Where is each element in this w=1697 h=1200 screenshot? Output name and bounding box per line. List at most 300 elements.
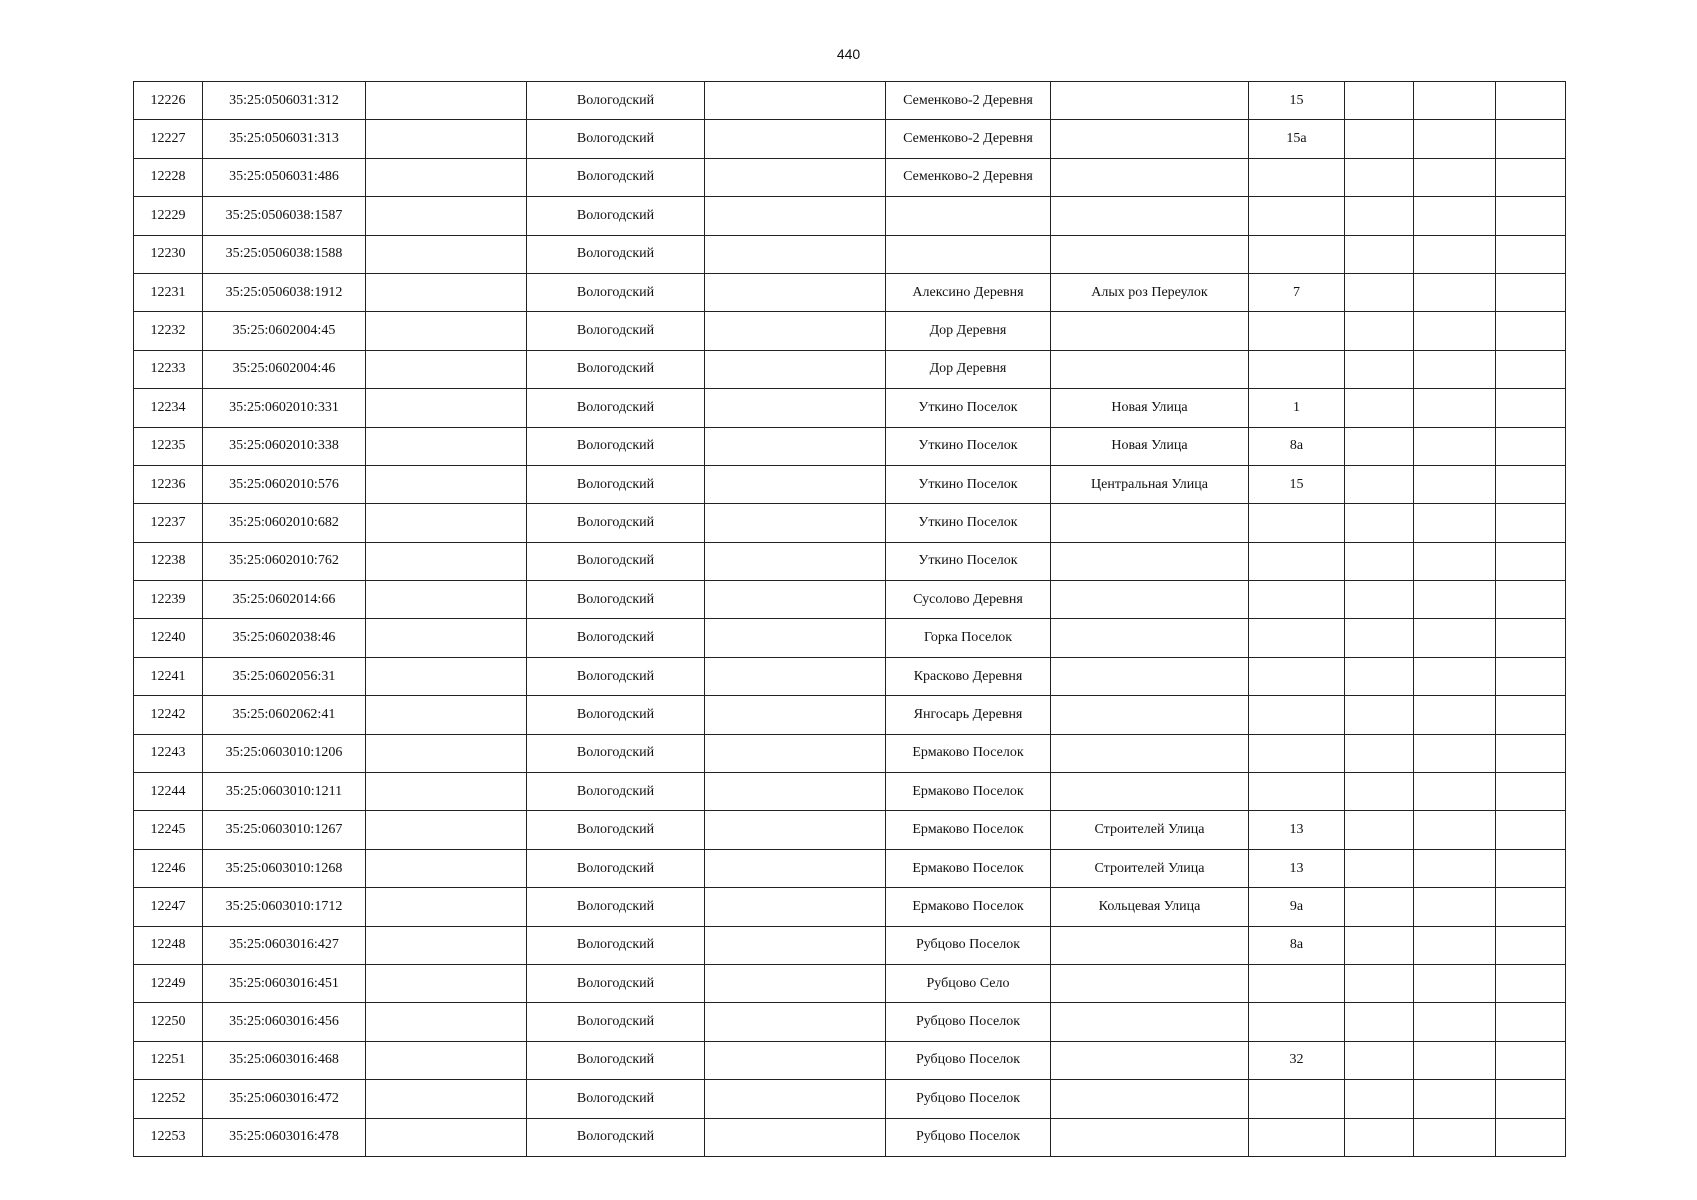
- cadastral-number-cell: 35:25:0506031:312: [203, 82, 366, 120]
- house-cell: [1249, 235, 1345, 273]
- empty-cell: [705, 773, 886, 811]
- cadastral-number-cell: 35:25:0602056:31: [203, 657, 366, 695]
- house-cell: [1249, 504, 1345, 542]
- empty-cell: [1345, 1080, 1414, 1118]
- locality-cell: Сусолово Деревня: [886, 581, 1051, 619]
- locality-cell: Ермаково Поселок: [886, 773, 1051, 811]
- table-row: [134, 773, 1566, 811]
- page-number: 440: [836, 46, 861, 62]
- cadastral-number-cell: 35:25:0506031:486: [203, 158, 366, 196]
- empty-cell: [1414, 158, 1496, 196]
- empty-cell: [1345, 197, 1414, 235]
- empty-cell: [705, 427, 886, 465]
- house-cell: 15: [1249, 82, 1345, 120]
- house-cell: [1249, 619, 1345, 657]
- empty-cell: [1496, 581, 1566, 619]
- empty-cell: [1414, 849, 1496, 887]
- empty-cell: [705, 158, 886, 196]
- empty-cell: [1496, 773, 1566, 811]
- row-number-cell: 12245: [134, 811, 203, 849]
- locality-cell: Алексино Деревня: [886, 273, 1051, 311]
- empty-cell: [1414, 926, 1496, 964]
- district-cell: Вологодский: [527, 235, 705, 273]
- row-number-cell: 12246: [134, 849, 203, 887]
- empty-cell: [1345, 1003, 1414, 1041]
- row-number-cell: 12238: [134, 542, 203, 580]
- empty-cell: [366, 581, 527, 619]
- row-number-cell: 12229: [134, 197, 203, 235]
- cadastral-number-cell: 35:25:0602010:762: [203, 542, 366, 580]
- street-cell: Алых роз Переулок: [1051, 273, 1249, 311]
- table-row: [134, 542, 1566, 580]
- district-cell: Вологодский: [527, 273, 705, 311]
- cadastral-number-cell: 35:25:0603016:451: [203, 964, 366, 1002]
- street-cell: [1051, 734, 1249, 772]
- empty-cell: [366, 82, 527, 120]
- empty-cell: [1414, 619, 1496, 657]
- empty-cell: [366, 773, 527, 811]
- district-cell: Вологодский: [527, 158, 705, 196]
- empty-cell: [1414, 811, 1496, 849]
- empty-cell: [1414, 312, 1496, 350]
- empty-cell: [366, 964, 527, 1002]
- cadastral-number-cell: 35:25:0602010:338: [203, 427, 366, 465]
- empty-cell: [366, 235, 527, 273]
- empty-cell: [705, 619, 886, 657]
- empty-cell: [1496, 158, 1566, 196]
- house-cell: 13: [1249, 811, 1345, 849]
- district-cell: Вологодский: [527, 926, 705, 964]
- empty-cell: [366, 273, 527, 311]
- table-row: [134, 1118, 1566, 1156]
- empty-cell: [366, 158, 527, 196]
- empty-cell: [1496, 235, 1566, 273]
- empty-cell: [1345, 581, 1414, 619]
- street-cell: [1051, 350, 1249, 388]
- locality-cell: Рубцово Поселок: [886, 1080, 1051, 1118]
- street-cell: [1051, 312, 1249, 350]
- empty-cell: [1496, 197, 1566, 235]
- empty-cell: [1496, 1118, 1566, 1156]
- empty-cell: [705, 1003, 886, 1041]
- row-number-cell: 12251: [134, 1041, 203, 1079]
- house-cell: [1249, 1003, 1345, 1041]
- house-cell: [1249, 1118, 1345, 1156]
- row-number-cell: 12234: [134, 389, 203, 427]
- street-cell: Строителей Улица: [1051, 849, 1249, 887]
- empty-cell: [366, 696, 527, 734]
- empty-cell: [1345, 1041, 1414, 1079]
- district-cell: Вологодский: [527, 581, 705, 619]
- row-number-cell: 12249: [134, 964, 203, 1002]
- empty-cell: [705, 235, 886, 273]
- district-cell: Вологодский: [527, 465, 705, 503]
- empty-cell: [1496, 389, 1566, 427]
- empty-cell: [1414, 389, 1496, 427]
- empty-cell: [366, 849, 527, 887]
- empty-cell: [366, 312, 527, 350]
- street-cell: [1051, 964, 1249, 1002]
- empty-cell: [705, 1118, 886, 1156]
- street-cell: Новая Улица: [1051, 389, 1249, 427]
- table-row: [134, 120, 1566, 158]
- table-row: [134, 657, 1566, 695]
- empty-cell: [366, 888, 527, 926]
- empty-cell: [705, 926, 886, 964]
- street-cell: [1051, 120, 1249, 158]
- empty-cell: [705, 120, 886, 158]
- empty-cell: [366, 197, 527, 235]
- empty-cell: [705, 811, 886, 849]
- district-cell: Вологодский: [527, 1118, 705, 1156]
- row-number-cell: 12226: [134, 82, 203, 120]
- row-number-cell: 12241: [134, 657, 203, 695]
- empty-cell: [366, 427, 527, 465]
- locality-cell: [886, 197, 1051, 235]
- empty-cell: [366, 350, 527, 388]
- house-cell: [1249, 542, 1345, 580]
- table-row: [134, 849, 1566, 887]
- row-number-cell: 12244: [134, 773, 203, 811]
- empty-cell: [1345, 235, 1414, 273]
- locality-cell: Янгосарь Деревня: [886, 696, 1051, 734]
- empty-cell: [1414, 657, 1496, 695]
- district-cell: Вологодский: [527, 811, 705, 849]
- table-row: [134, 427, 1566, 465]
- empty-cell: [366, 120, 527, 158]
- locality-cell: Уткино Поселок: [886, 542, 1051, 580]
- table-row: [134, 158, 1566, 196]
- locality-cell: Уткино Поселок: [886, 427, 1051, 465]
- empty-cell: [1345, 811, 1414, 849]
- locality-cell: Семенково-2 Деревня: [886, 158, 1051, 196]
- table-row: [134, 312, 1566, 350]
- house-cell: 15: [1249, 465, 1345, 503]
- empty-cell: [705, 1041, 886, 1079]
- empty-cell: [1345, 389, 1414, 427]
- locality-cell: [886, 235, 1051, 273]
- cadastral-number-cell: 35:25:0602014:66: [203, 581, 366, 619]
- table-row: [134, 350, 1566, 388]
- row-number-cell: 12243: [134, 734, 203, 772]
- empty-cell: [705, 197, 886, 235]
- empty-cell: [1414, 350, 1496, 388]
- empty-cell: [1414, 773, 1496, 811]
- locality-cell: Рубцово Поселок: [886, 926, 1051, 964]
- empty-cell: [1496, 926, 1566, 964]
- house-cell: [1249, 581, 1345, 619]
- district-cell: Вологодский: [527, 427, 705, 465]
- empty-cell: [366, 465, 527, 503]
- empty-cell: [705, 849, 886, 887]
- cadastral-number-cell: 35:25:0602010:682: [203, 504, 366, 542]
- district-cell: Вологодский: [527, 773, 705, 811]
- empty-cell: [1345, 657, 1414, 695]
- empty-cell: [1414, 581, 1496, 619]
- locality-cell: Ермаково Поселок: [886, 734, 1051, 772]
- empty-cell: [1496, 350, 1566, 388]
- street-cell: [1051, 158, 1249, 196]
- cadastral-number-cell: 35:25:0506038:1587: [203, 197, 366, 235]
- empty-cell: [1345, 120, 1414, 158]
- empty-cell: [366, 926, 527, 964]
- locality-cell: Рубцово Поселок: [886, 1003, 1051, 1041]
- street-cell: [1051, 926, 1249, 964]
- house-cell: 15а: [1249, 120, 1345, 158]
- street-cell: [1051, 235, 1249, 273]
- table-row: [134, 235, 1566, 273]
- empty-cell: [1496, 811, 1566, 849]
- row-number-cell: 12237: [134, 504, 203, 542]
- table-row: [134, 1003, 1566, 1041]
- table-row: [134, 619, 1566, 657]
- house-cell: [1249, 350, 1345, 388]
- district-cell: Вологодский: [527, 964, 705, 1002]
- empty-cell: [366, 619, 527, 657]
- row-number-cell: 12239: [134, 581, 203, 619]
- empty-cell: [1345, 312, 1414, 350]
- cadastral-number-cell: 35:25:0506038:1588: [203, 235, 366, 273]
- empty-cell: [366, 657, 527, 695]
- row-number-cell: 12228: [134, 158, 203, 196]
- street-cell: Кольцевая Улица: [1051, 888, 1249, 926]
- street-cell: [1051, 696, 1249, 734]
- cadastral-number-cell: 35:25:0603010:1268: [203, 849, 366, 887]
- row-number-cell: 12240: [134, 619, 203, 657]
- street-cell: [1051, 657, 1249, 695]
- district-cell: Вологодский: [527, 619, 705, 657]
- cadastral-number-cell: 35:25:0603016:427: [203, 926, 366, 964]
- district-cell: Вологодский: [527, 1080, 705, 1118]
- cadastral-number-cell: 35:25:0602010:576: [203, 465, 366, 503]
- house-cell: [1249, 734, 1345, 772]
- house-cell: [1249, 1080, 1345, 1118]
- empty-cell: [705, 504, 886, 542]
- locality-cell: Уткино Поселок: [886, 504, 1051, 542]
- locality-cell: Ермаково Поселок: [886, 811, 1051, 849]
- empty-cell: [705, 273, 886, 311]
- table-row: [134, 926, 1566, 964]
- empty-cell: [1345, 926, 1414, 964]
- house-cell: 8а: [1249, 427, 1345, 465]
- cadastral-number-cell: 35:25:0603010:1712: [203, 888, 366, 926]
- empty-cell: [705, 542, 886, 580]
- empty-cell: [1496, 465, 1566, 503]
- empty-cell: [1414, 1003, 1496, 1041]
- empty-cell: [366, 504, 527, 542]
- table-row: [134, 1041, 1566, 1079]
- street-cell: [1051, 542, 1249, 580]
- district-cell: Вологодский: [527, 734, 705, 772]
- district-cell: Вологодский: [527, 504, 705, 542]
- row-number-cell: 12227: [134, 120, 203, 158]
- empty-cell: [1414, 427, 1496, 465]
- street-cell: [1051, 1118, 1249, 1156]
- street-cell: [1051, 1080, 1249, 1118]
- empty-cell: [1496, 273, 1566, 311]
- empty-cell: [1345, 504, 1414, 542]
- empty-cell: [1414, 235, 1496, 273]
- locality-cell: Уткино Поселок: [886, 465, 1051, 503]
- empty-cell: [1496, 888, 1566, 926]
- cadastral-number-cell: 35:25:0506038:1912: [203, 273, 366, 311]
- street-cell: [1051, 619, 1249, 657]
- empty-cell: [1345, 773, 1414, 811]
- house-cell: [1249, 657, 1345, 695]
- empty-cell: [705, 734, 886, 772]
- locality-cell: Дор Деревня: [886, 312, 1051, 350]
- district-cell: Вологодский: [527, 849, 705, 887]
- cadastral-number-cell: 35:25:0603010:1267: [203, 811, 366, 849]
- house-cell: 32: [1249, 1041, 1345, 1079]
- empty-cell: [366, 542, 527, 580]
- house-cell: [1249, 964, 1345, 1002]
- empty-cell: [366, 1003, 527, 1041]
- table-row: [134, 465, 1566, 503]
- empty-cell: [1496, 657, 1566, 695]
- locality-cell: Красково Деревня: [886, 657, 1051, 695]
- house-cell: [1249, 696, 1345, 734]
- empty-cell: [366, 734, 527, 772]
- table-body: [134, 82, 1566, 1157]
- table-row: [134, 964, 1566, 1002]
- empty-cell: [1414, 504, 1496, 542]
- empty-cell: [366, 811, 527, 849]
- empty-cell: [1414, 1118, 1496, 1156]
- cadastral-number-cell: 35:25:0602004:45: [203, 312, 366, 350]
- empty-cell: [1345, 158, 1414, 196]
- empty-cell: [705, 389, 886, 427]
- empty-cell: [705, 82, 886, 120]
- empty-cell: [1496, 619, 1566, 657]
- district-cell: Вологодский: [527, 82, 705, 120]
- empty-cell: [366, 1041, 527, 1079]
- table-row: [134, 197, 1566, 235]
- empty-cell: [1414, 465, 1496, 503]
- house-cell: 9а: [1249, 888, 1345, 926]
- table-row: [134, 888, 1566, 926]
- district-cell: Вологодский: [527, 542, 705, 580]
- empty-cell: [1496, 1041, 1566, 1079]
- empty-cell: [366, 1080, 527, 1118]
- empty-cell: [1496, 504, 1566, 542]
- empty-cell: [705, 465, 886, 503]
- cadastral-number-cell: 35:25:0603010:1211: [203, 773, 366, 811]
- empty-cell: [1345, 619, 1414, 657]
- row-number-cell: 12233: [134, 350, 203, 388]
- empty-cell: [1414, 120, 1496, 158]
- district-cell: Вологодский: [527, 312, 705, 350]
- house-cell: 13: [1249, 849, 1345, 887]
- table-row: [134, 1080, 1566, 1118]
- table-row: [134, 273, 1566, 311]
- empty-cell: [1496, 427, 1566, 465]
- table-row: [134, 734, 1566, 772]
- table-row: [134, 811, 1566, 849]
- cadastral-number-cell: 35:25:0602038:46: [203, 619, 366, 657]
- row-number-cell: 12253: [134, 1118, 203, 1156]
- empty-cell: [705, 1080, 886, 1118]
- locality-cell: Рубцово Поселок: [886, 1118, 1051, 1156]
- house-cell: [1249, 197, 1345, 235]
- empty-cell: [1345, 350, 1414, 388]
- locality-cell: Уткино Поселок: [886, 389, 1051, 427]
- row-number-cell: 12252: [134, 1080, 203, 1118]
- empty-cell: [366, 1118, 527, 1156]
- empty-cell: [705, 888, 886, 926]
- locality-cell: Ермаково Поселок: [886, 888, 1051, 926]
- cadastral-number-cell: 35:25:0603016:472: [203, 1080, 366, 1118]
- empty-cell: [1345, 888, 1414, 926]
- row-number-cell: 12230: [134, 235, 203, 273]
- empty-cell: [1345, 849, 1414, 887]
- cadastral-number-cell: 35:25:0506031:313: [203, 120, 366, 158]
- street-cell: Строителей Улица: [1051, 811, 1249, 849]
- table-row: [134, 504, 1566, 542]
- empty-cell: [1414, 1041, 1496, 1079]
- locality-cell: Дор Деревня: [886, 350, 1051, 388]
- empty-cell: [1345, 465, 1414, 503]
- table-row: [134, 82, 1566, 120]
- empty-cell: [1345, 964, 1414, 1002]
- empty-cell: [705, 312, 886, 350]
- empty-cell: [1414, 82, 1496, 120]
- house-cell: 7: [1249, 273, 1345, 311]
- empty-cell: [1496, 82, 1566, 120]
- empty-cell: [1414, 888, 1496, 926]
- cadastral-number-cell: 35:25:0603016:456: [203, 1003, 366, 1041]
- empty-cell: [1345, 1118, 1414, 1156]
- table-row: [134, 696, 1566, 734]
- row-number-cell: 12231: [134, 273, 203, 311]
- locality-cell: Семенково-2 Деревня: [886, 82, 1051, 120]
- empty-cell: [1496, 849, 1566, 887]
- house-cell: [1249, 312, 1345, 350]
- empty-cell: [1496, 312, 1566, 350]
- empty-cell: [705, 964, 886, 1002]
- empty-cell: [1414, 964, 1496, 1002]
- cadastral-number-cell: 35:25:0602004:46: [203, 350, 366, 388]
- house-cell: [1249, 158, 1345, 196]
- house-cell: [1249, 773, 1345, 811]
- street-cell: [1051, 581, 1249, 619]
- locality-cell: Горка Поселок: [886, 619, 1051, 657]
- cadastral-number-cell: 35:25:0602010:331: [203, 389, 366, 427]
- empty-cell: [1496, 542, 1566, 580]
- empty-cell: [1496, 696, 1566, 734]
- street-cell: [1051, 773, 1249, 811]
- empty-cell: [1414, 696, 1496, 734]
- street-cell: [1051, 1003, 1249, 1041]
- street-cell: [1051, 82, 1249, 120]
- locality-cell: Рубцово Село: [886, 964, 1051, 1002]
- cadastral-number-cell: 35:25:0603016:468: [203, 1041, 366, 1079]
- district-cell: Вологодский: [527, 389, 705, 427]
- cadastral-number-cell: 35:25:0603010:1206: [203, 734, 366, 772]
- row-number-cell: 12232: [134, 312, 203, 350]
- district-cell: Вологодский: [527, 1003, 705, 1041]
- empty-cell: [1496, 964, 1566, 1002]
- empty-cell: [1345, 82, 1414, 120]
- empty-cell: [1414, 197, 1496, 235]
- district-cell: Вологодский: [527, 888, 705, 926]
- district-cell: Вологодский: [527, 197, 705, 235]
- row-number-cell: 12250: [134, 1003, 203, 1041]
- empty-cell: [1414, 542, 1496, 580]
- street-cell: Новая Улица: [1051, 427, 1249, 465]
- district-cell: Вологодский: [527, 120, 705, 158]
- empty-cell: [1345, 734, 1414, 772]
